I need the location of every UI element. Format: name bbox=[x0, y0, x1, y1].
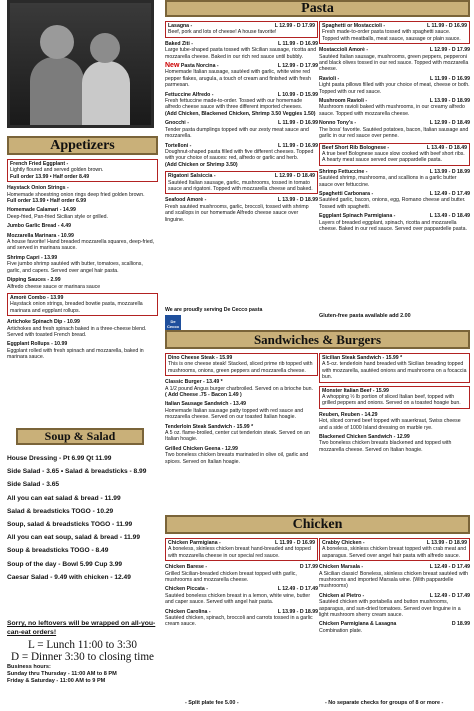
item-description: A boneless, skinless chicken breast topped with crab meat and asparagus. Served over angel hair pasta with alfredo sauce. bbox=[322, 546, 467, 559]
gluten-free-note: Gluten-free pasta available add 2.00 bbox=[319, 313, 411, 319]
item-price: L 12.99 - D 17.99 bbox=[429, 47, 470, 54]
hours-block bbox=[7, 639, 158, 685]
menu-item bbox=[165, 63, 318, 89]
sandwiches-list-left bbox=[165, 353, 318, 468]
item-name: Homemade Calamari - 14.99 bbox=[7, 207, 76, 214]
item-name: Haystack Onion Strings - bbox=[7, 185, 69, 192]
dinner-hours: D = Dinner 3:30 to closing time bbox=[10, 651, 155, 664]
split-plate-fee: - Split plate fee 5.00 - bbox=[185, 700, 239, 706]
menu-item bbox=[319, 386, 470, 409]
item-name: Pasta Norcina - bbox=[180, 63, 219, 70]
menu-item bbox=[165, 41, 318, 60]
menu-item bbox=[165, 353, 318, 376]
item-name: Mozzarella Marinara - 10.99 bbox=[7, 232, 74, 239]
item-price: L 11.99 - D 16.99 bbox=[430, 75, 470, 82]
item-addon: ( Add Cheese .75 - Bacon 1.49 ) bbox=[165, 392, 242, 399]
menu-item bbox=[319, 593, 470, 619]
item-name: Shrimp Fettuccine - bbox=[319, 168, 368, 175]
item-price: L 13.49 - D 18.49 bbox=[429, 213, 470, 220]
item-description: A true beef Bolognese sauce slow cooked with beef short ribs. A hearty meat sauce served over pappardelle pasta. bbox=[322, 150, 465, 164]
item-description: Homemade Italian sausage patty topped with red sauce and mozzarella cheese. Served on our toasted Italian hoagie. bbox=[165, 407, 304, 421]
de-cecco-logo-text: De Cecco bbox=[166, 319, 179, 329]
item-description: Doughnut-shaped pasta filled with five different cheeses. Topped with your choice of sauces: red, alfredo or garlic and herb. bbox=[165, 148, 314, 162]
item-name: Mostaccioli Amorè - bbox=[319, 47, 369, 54]
item-name: Dipping Sauces - 2.99 bbox=[7, 277, 61, 284]
menu-item bbox=[165, 424, 318, 443]
item-description: Haystack onion strings, breaded bowtie pasta, mozzarella marinara and eggplant rollups. bbox=[10, 301, 143, 314]
menu-item bbox=[7, 277, 158, 290]
appetizers-title: Appetizers bbox=[50, 137, 115, 153]
appetizers-list bbox=[7, 159, 158, 364]
menu-item bbox=[165, 21, 318, 38]
item-price: D 18.99 bbox=[451, 621, 470, 628]
item-name: Chicken Carolina - bbox=[165, 608, 211, 615]
item-name: Chicken Marsala - bbox=[319, 564, 364, 571]
menu-item bbox=[165, 197, 318, 223]
item-name: Sicilian Steak Sandwich - 15.99 * bbox=[322, 355, 403, 361]
item-name: Monster Italian Beef - 15.99 bbox=[322, 387, 389, 394]
item-description: Five jumbo shrimp sautéed with butter, tomatoes, scallions, garlic, and capers. Served over angel hair pasta. bbox=[7, 261, 143, 274]
menu-item bbox=[7, 233, 158, 252]
item-description: Sautéed chicken with portabella and button mushrooms, asparagus, and sun-dried tomatoes. Served over linguine in a light mushroom sherry cream sauce. bbox=[319, 599, 461, 619]
menu-item bbox=[319, 412, 470, 431]
pasta-banner bbox=[165, 0, 470, 17]
menu-item bbox=[165, 446, 318, 465]
item-description: Fresh fettuccine made-to-order. Tossed with our homemade alfredo cheese sauce with three different imported cheeses. bbox=[165, 98, 303, 111]
item-name: Tenderloin Steak Sandwich - 15.99 * bbox=[165, 423, 254, 430]
gluten-free-row bbox=[319, 313, 470, 319]
item-description: Tender pasta dumplings topped with our zesty meat sauce and mozzarella. bbox=[165, 126, 309, 140]
de-cecco-note: We are proudly serving De Cecco pasta bbox=[165, 307, 263, 313]
item-description: Artichokes and fresh spinach baked in a three-cheese blend. Served with toasted French bread. bbox=[7, 325, 147, 338]
menu-item bbox=[165, 120, 318, 139]
item-description: Sautéed shrimp, mushrooms, and scallions in a garlic butter sauce over fettuccine. bbox=[319, 175, 457, 188]
item-description: Fresh sautéed mushrooms, garlic, broccoli, tossed with shrimp and scallops in our homemade Alfredo cheese sauce over linguine. bbox=[165, 203, 309, 223]
item-name: Ravioli - bbox=[319, 75, 340, 82]
chicken-list-left bbox=[165, 538, 318, 631]
menu-item bbox=[319, 120, 470, 139]
soup-salad-item: Caesar Salad - 9.49 with chicken - 12.49 bbox=[7, 573, 131, 581]
business-hours-label: Business hours: bbox=[7, 663, 51, 670]
item-description: Fresh made-to-order pasta tossed with spaghetti sauce. Topped with meatballs, meat sauce, sausage or plain sauce. bbox=[322, 29, 461, 42]
item-name: Dino Cheese Steak - 15.99 bbox=[168, 355, 233, 361]
item-description: Two boneless chicken breasts marinated in olive oil, garlic and spices. Served on Italian hoagie. bbox=[165, 452, 309, 465]
item-description: A whopping ½ lb portion of sliced Italian beef, topped with grilled peppers and onions. Served on a toasted hoagie bun. bbox=[322, 394, 461, 407]
item-description: Eggplant rolled with fresh spinach and mozzarella, baked in marinara sauce. bbox=[7, 347, 144, 361]
item-name: Tortelloni - bbox=[165, 142, 192, 149]
soup-salad-item: All you can eat soup, salad & bread - 11.99 bbox=[7, 534, 141, 542]
item-price: L 12.99 - D 17.99 bbox=[274, 23, 315, 29]
item-name: Italian Sausage Sandwich - 13.49 bbox=[165, 401, 247, 408]
menu-item bbox=[165, 171, 318, 194]
item-name: Classic Burger - 13.49 * bbox=[165, 379, 223, 386]
item-name: Seafood Amorè - bbox=[165, 197, 207, 204]
menu-item bbox=[165, 538, 318, 561]
menu-item bbox=[319, 47, 470, 73]
item-price: L 12.99 - D 18.49 bbox=[429, 120, 470, 127]
item-name: Rigatoni Salsiccia - bbox=[168, 173, 216, 180]
item-price: L 12.49 - D 17.49 bbox=[429, 190, 470, 197]
menu-item bbox=[319, 621, 470, 634]
menu-item bbox=[165, 401, 318, 420]
soup-salad-banner bbox=[16, 428, 144, 445]
menu-item bbox=[319, 353, 470, 383]
item-name: Grilled Chicken Geena - 12.99 bbox=[165, 445, 238, 452]
item-price: L 11.99 - D 16.99 bbox=[278, 120, 318, 127]
item-name: Eggplant Rollups - 10.99 bbox=[7, 341, 68, 348]
menu-item bbox=[319, 564, 470, 590]
item-price: L 13.99 - D 18.99 bbox=[429, 168, 470, 175]
item-description: Large tube-shaped pasta tossed with Sicilian sausage, ricotta and mozzarella cheese. Baked in our rich red sauce until bubbly. bbox=[165, 47, 317, 60]
item-price: L 12.99 - D 18.49 bbox=[274, 173, 315, 180]
separate-checks-note: - No separate checks for groups of 8 or more - bbox=[325, 700, 444, 706]
item-name: French Fried Eggplant - bbox=[10, 161, 69, 167]
menu-item bbox=[165, 143, 318, 169]
menu-item bbox=[319, 76, 470, 95]
item-description: A house favorite! Hand breaded mozzarella squares, deep-fried, and served in marinara sauce. bbox=[7, 239, 155, 252]
leftovers-note-text: Sorry, no leftovers will be wrapped on all-you-can-eat orders! bbox=[7, 620, 156, 636]
item-description: A 5-oz. tenderloin hand breaded with Sicilian breading topped with mozzarella, sautéed onions and mushrooms on a focaccia bun. bbox=[322, 361, 467, 381]
item-price: L 13.99 - D 18.99 bbox=[429, 98, 470, 105]
item-description: Sautéed Italian sausage, garlic, mushrooms, tossed in tomato sauce and rigatoni. Topped with mozzarella cheese and baked. bbox=[168, 179, 313, 192]
item-name: Amorè Combo - 13.99 bbox=[10, 294, 64, 301]
item-price: L 10.99 - D 15.99 bbox=[277, 91, 318, 98]
item-description: Sautéed Italian sausage, mushrooms, green peppers, pepperoni and black olives tossed in our red sauce. Topped with mozzarella cheese. bbox=[319, 53, 469, 73]
item-name: Artichoke Spinach Dip - 10.99 bbox=[7, 319, 80, 326]
item-name: Lasagna - bbox=[168, 23, 193, 29]
item-price: L 11.99 - D 16.99 bbox=[278, 40, 318, 47]
item-description: Sautéed chicken, spinach, broccoli and carrots tossed in a garlic cream sauce. bbox=[165, 615, 313, 628]
menu-item bbox=[319, 538, 470, 561]
item-price: L 13.49 - D 18.49 bbox=[426, 144, 467, 151]
menu-item bbox=[165, 379, 318, 398]
menu-item bbox=[319, 98, 470, 117]
sandwiches-banner bbox=[165, 330, 470, 349]
item-description: Lightly floured and served golden brown. bbox=[10, 167, 104, 174]
item-name: Chicken Barese - bbox=[165, 564, 208, 571]
item-price: L 12.49 - D 17.49 bbox=[429, 592, 470, 599]
item-name: Beef Short Rib Bolognese - bbox=[322, 144, 390, 151]
lunch-hours: L = Lunch 11:00 to 3:30 bbox=[28, 639, 137, 651]
sandwiches-title: Sandwiches & Burgers bbox=[253, 331, 382, 347]
item-name: Jumbo Garlic Bread - 4.49 bbox=[7, 223, 72, 230]
item-name: Crabby Chicken - bbox=[322, 540, 365, 546]
item-description: The boss' favorite. Sautéed potatoes, bacon, Italian sausage and garlic in our red sauce over penne. bbox=[319, 126, 469, 140]
menu-item bbox=[319, 213, 470, 232]
item-name: Nonno Tony's - bbox=[319, 120, 357, 127]
item-description: A 1/2 pound Angus burger charbroiled. Served on a brioche bun. bbox=[165, 385, 313, 392]
menu-item bbox=[7, 223, 158, 229]
item-description: A 5 oz. flame-broiled, center cut tenderloin steak. Served on an Italian hoagie. bbox=[165, 430, 310, 443]
item-name: Shrimp Capri - 13.99 bbox=[7, 254, 58, 261]
menu-item bbox=[7, 341, 158, 360]
soup-salad-item: Side Salad - 3.65 • Salad & breadsticks - 8.99 bbox=[7, 468, 147, 476]
item-name: Chicken Piccata - bbox=[165, 586, 208, 593]
soup-salad-item: All you can eat salad & bread - 11.99 bbox=[7, 494, 121, 502]
soup-salad-item: Side Salad - 3.65 bbox=[7, 481, 60, 489]
item-addon: (Add Chicken, Blackened Chicken, Shrimp 3.50 Veggies 1.50) bbox=[165, 110, 316, 117]
chicken-title: Chicken bbox=[292, 516, 343, 532]
item-description: Grilled Sicilian-breaded chicken breast topped with garlic, mushrooms and mozzarella cheese. bbox=[165, 570, 297, 584]
item-description: Sautéed garlic, bacon, onions, egg, Romano cheese and butter. Tossed with spaghetti. bbox=[319, 197, 466, 210]
item-description: Homemade shoestring onion rings deep fried golden brown. bbox=[7, 191, 145, 198]
menu-item bbox=[319, 143, 470, 166]
item-addon: (Add Chicken or Shrimp 3.50) bbox=[165, 161, 238, 168]
menu-item bbox=[7, 293, 158, 316]
item-name: Fettuccine Alfredo - bbox=[165, 91, 214, 98]
menu-item bbox=[319, 191, 470, 210]
new-badge: New bbox=[165, 62, 180, 70]
item-description: Light pasta pillows filled with your choice of meat, cheese or both. Topped with our red sauce. bbox=[319, 82, 470, 95]
soup-salad-item: Soup & breadsticks TOGO - 8.49 bbox=[7, 547, 109, 555]
pasta-list-left bbox=[165, 21, 318, 226]
item-price: Full order 13.99 • Half order 8.49 bbox=[10, 173, 90, 180]
soup-salad-title: Soup & Salad bbox=[44, 429, 116, 443]
item-description: Sautéed boneless chicken breast in a lemon, white wine, butter and caper sauce. Served with angel hair pasta. bbox=[165, 592, 311, 606]
pasta-list-right bbox=[319, 21, 470, 235]
menu-item bbox=[165, 564, 318, 583]
item-description: Alfredo cheese sauce or marinara sauce bbox=[7, 283, 101, 290]
chicken-banner bbox=[165, 515, 470, 534]
menu-item bbox=[165, 609, 318, 628]
owner-photo bbox=[7, 0, 154, 128]
item-description: Beef, pork and lots of cheese! A house favorite! bbox=[168, 29, 277, 36]
item-description: A boneless, skinless chicken breast hand-breaded and topped with mozzarella cheese in our special red sauce. bbox=[168, 546, 311, 559]
item-name: Chicken Parmigiana - bbox=[168, 540, 221, 546]
soup-salad-item: Soup of the day - Bowl 5.99 Cup 3.99 bbox=[7, 560, 123, 568]
item-name: Blackened Chicken Sandwich - 12.99 bbox=[319, 434, 410, 441]
item-price: D 17.99 bbox=[299, 564, 318, 571]
weekday-hours: Sunday thru Thursday - 11:00 AM to 8 PM bbox=[7, 670, 117, 677]
item-description: A Sicilian classic! Boneless, skinless chicken breast sautéed with mushrooms and imported Marsala wine. (With pappardelle mushrooms) bbox=[319, 570, 469, 590]
item-price: L 11.99 - D 16.99 bbox=[275, 540, 315, 546]
menu-item bbox=[165, 586, 318, 605]
soup-salad-item: Salad & breadsticks TOGO - 10.29 bbox=[7, 507, 114, 515]
weekend-hours: Friday & Saturday - 11:00 AM to 9 PM bbox=[7, 677, 106, 684]
pasta-title: Pasta bbox=[301, 0, 334, 16]
item-name: Reuben, Reuben - 14.29 bbox=[319, 411, 378, 418]
soup-salad-item: Soup, salad & breadsticks TOGO - 11.99 bbox=[7, 521, 133, 529]
item-description: Deep-fried, Pan-fried Sicilian style or grilled. bbox=[7, 213, 108, 220]
menu-item bbox=[319, 169, 470, 188]
menu-item bbox=[7, 185, 158, 204]
soup-salad-item: House Dressing - Pt 6.99 Qt 11.99 bbox=[7, 455, 112, 462]
appetizers-banner bbox=[7, 136, 158, 155]
menu-item bbox=[7, 207, 158, 220]
item-name: Spaghetti or Mostaccioli - bbox=[322, 23, 386, 29]
item-price: L 13.99 - D 18.99 bbox=[277, 197, 318, 204]
soup-salad-list bbox=[7, 452, 158, 584]
item-name: Mushroom Ravioli - bbox=[319, 98, 368, 105]
item-price: L 13.99 - D 18.99 bbox=[277, 608, 318, 615]
leftovers-note bbox=[7, 619, 158, 637]
item-price: L 13.99 - D 18.99 bbox=[426, 540, 467, 546]
item-price: Full order 13.99 • Half order 6.99 bbox=[7, 198, 87, 205]
item-description: Mushroom ravioli baked with mushrooms, in our creamy alfredo sauce. Topped with mozzarella cheese. bbox=[319, 104, 465, 117]
item-description: Layers of breaded eggplant, spinach, ricotta and mozzarella cheese. Baked in our red sauce. Served over pappardelle pasta. bbox=[319, 219, 467, 232]
item-price: L 11.99 - D 16.99 bbox=[278, 142, 318, 149]
item-name: Gnocchi - bbox=[165, 120, 189, 127]
chicken-list-right bbox=[319, 538, 470, 637]
item-name: Chicken al Pietro - bbox=[319, 592, 365, 599]
item-name: Baked Ziti - bbox=[165, 40, 193, 47]
menu-item bbox=[7, 159, 158, 182]
item-price: L 11.99 - D 16.99 bbox=[427, 23, 467, 29]
item-name: Spaghetti Carbonara - bbox=[319, 190, 374, 197]
item-name: Eggplant Spinach Parmigiana - bbox=[319, 213, 396, 220]
menu-item bbox=[7, 319, 158, 338]
item-name: Chicken Parmigiana & Lasagna bbox=[319, 621, 397, 628]
item-price: L 12.49 - D 17.49 bbox=[429, 564, 470, 571]
menu-item bbox=[319, 434, 470, 453]
item-price: L 12.99 - D 17.99 bbox=[277, 63, 318, 70]
item-description: Combination plate. bbox=[319, 627, 363, 634]
item-description: Two boneless chicken breasts blackened and topped with mozzarella cheese. Served on Italian hoagie. bbox=[319, 440, 452, 453]
item-price: L 12.49 - D 17.49 bbox=[277, 586, 318, 593]
menu-item bbox=[319, 21, 470, 44]
menu-item bbox=[165, 92, 318, 118]
item-description: Hot, sliced corned beef topped with sauerkraut, Swiss cheese and a side of 1000 Island dressing on marble rye. bbox=[319, 418, 461, 431]
item-description: Homemade Italian sausage, sautéed with garlic, white wine red pepper flakes, arugula, a touch of cream and finished with fresh parmesan. bbox=[165, 69, 311, 89]
menu-item bbox=[7, 255, 158, 274]
item-description: This is one cheese steak! Stacked, sliced prime rib topped with mushrooms, onions, green peppers and mozzarella cheese. bbox=[168, 361, 313, 374]
sandwiches-list-right bbox=[319, 353, 470, 456]
